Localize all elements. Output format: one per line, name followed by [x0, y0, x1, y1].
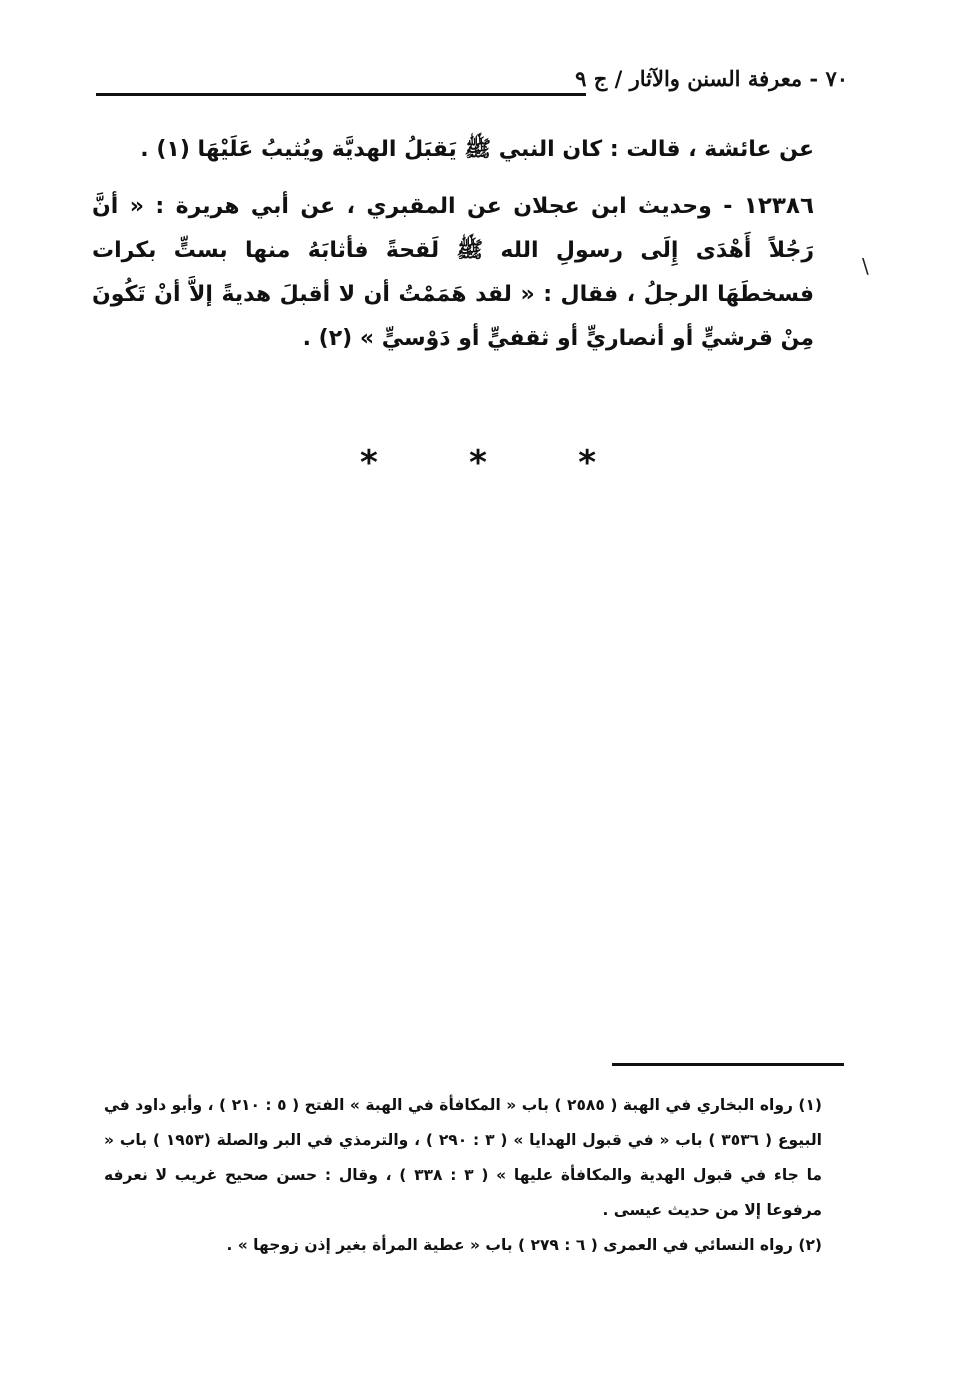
- hadith-number: ١٢٣٨٦: [743, 193, 814, 219]
- separator-star: *: [360, 443, 378, 483]
- footnote-rule: [612, 1063, 844, 1066]
- page-header: [96, 66, 848, 106]
- separator-star: *: [578, 443, 596, 483]
- paragraph-hadith: [92, 184, 814, 361]
- separator-star: *: [469, 443, 487, 483]
- hadith-text: - وحديث ابن عجلان عن المقبري ، عن أبي هريرة : « أنَّ رَجُلاً أَهْدَى إِلَى رسولِ الله ﷺ لَقحةً فأثابَهُ منها بستٍّ بكرات فسخطَهَا الرجلُ ، فقال : « لقد هَمَمْتُ أن لا أقبلَ هديةً إلاَّ أنْ تَكُونَ مِنْ قرشيٍّ أو أنصاريٍّ أو ثقفيٍّ أو دَوْسيٍّ » (٢) .: [92, 194, 814, 351]
- header-rule: [96, 93, 586, 96]
- margin-mark: \: [862, 254, 869, 278]
- main-text: [92, 128, 814, 361]
- footnote-1: (١) رواه البخاري في الهبة ( ٢٥٨٥ ) باب « المكافأة في الهبة » الفتح ( ٥ : ٢١٠ ) ، وأبو داود في البيوع ( ٣٥٣٦ ) باب « في قبول الهدايا » ( ٣ : ٢٩٠ ) ، والترمذي في البر والصلة (١٩٥٣ ) باب « ما جاء في قبول الهدية والمكافأة عليها » ( ٣ : ٣٣٨ ) ، وقال : حسن صحيح غريب لا نعرفه مرفوعا إلا من حديث عيسى .: [104, 1096, 823, 1219]
- footnotes: [104, 1088, 822, 1263]
- running-title: ٧٠ - معرفة السنن والآثار / ج ٩: [575, 66, 848, 91]
- footnote-2: (٢) رواه النسائي في العمرى ( ٦ : ٢٧٩ ) باب « عطية المرأة بغير إذن زوجها » .: [226, 1236, 822, 1254]
- section-separator: [360, 443, 596, 483]
- paragraph-aisha: عن عائشة ، قالت : كان النبي ﷺ يَقبَلُ الهديَّة ويُثيبُ عَلَيْهَا (١) .: [140, 137, 814, 162]
